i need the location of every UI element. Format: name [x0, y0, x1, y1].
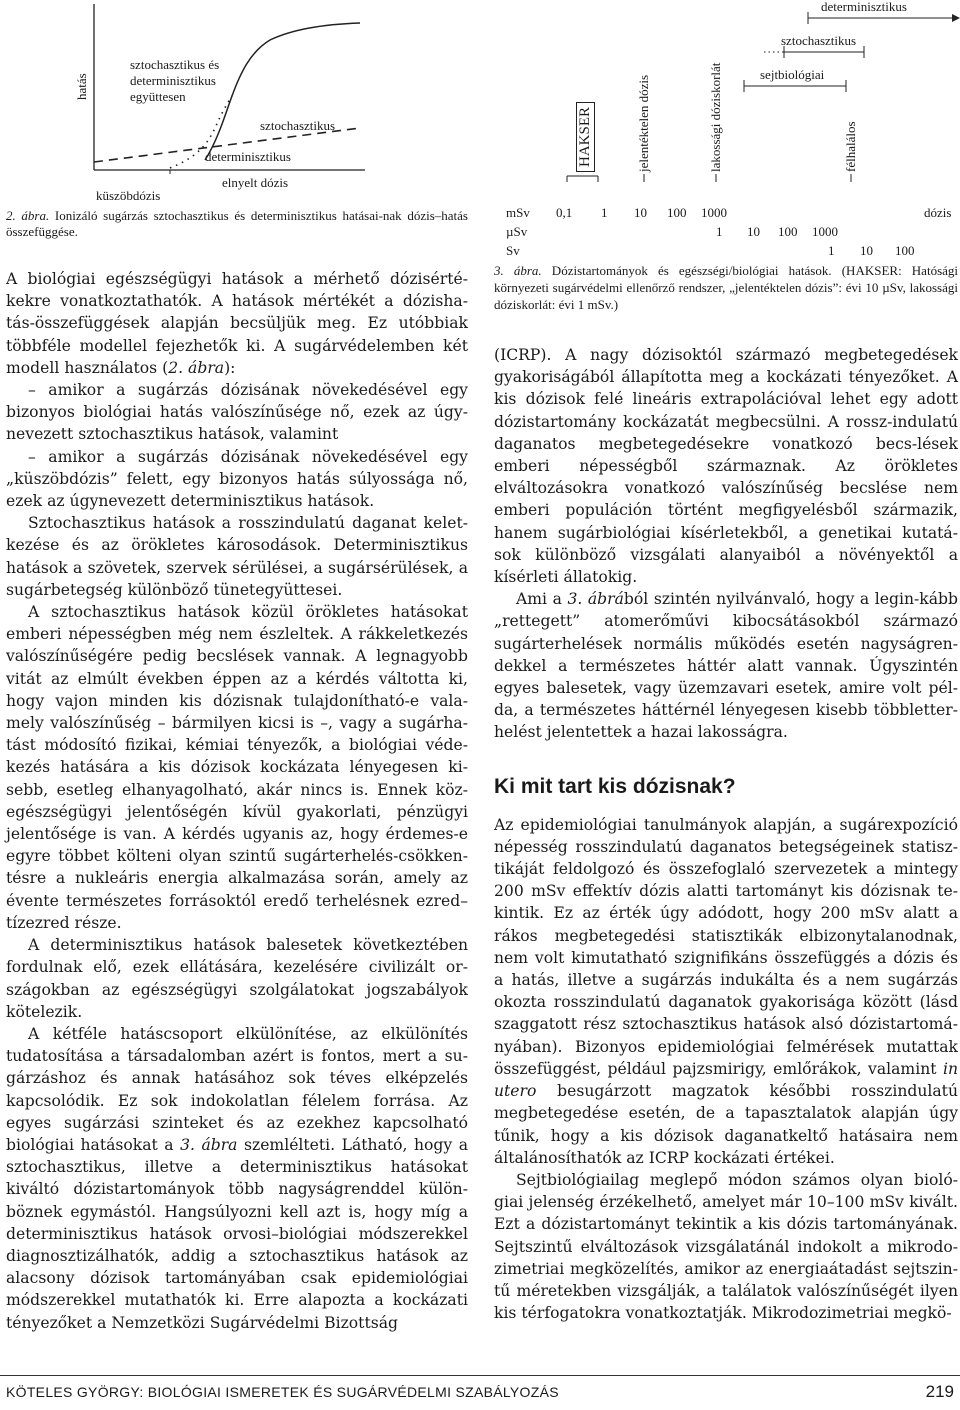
- paragraph: Az epidemiológiai tanulmányok alapján, a sugárexpozíció népesség rosszindulatú daganatos betegségeinek statisz-tikáját feldolgozó és összefoglaló szervezetek a mintegy 200 mSv effektív dózis alatti tartományt kis dózisnak te-kintik. Ez az érték úgy adódott, hogy 200 mSv alatt a rákos megbetegedési statisztikák elbizonytalanodnak, nem volt kimutatható szignifikáns összefüggés a dózis és a hatás, illetve a sugárzás indukálta és a nem sugárzás okozta rosszindulatú daganatok gyakorisága között (lásd szaggatott rész sztochasztikus hatások alsó dózistartomá-nyában). Bizonyos epidemiológiai felmérések mutattak összefüggést, például pajzsmirigy, emlőrákok, valamint in utero besugárzott magzatok későbbi rosszindulatú megbetegedése esetén, de a tapasztalatok alapján úgy tűnik, hogy a kis dózisok daganatkeltő hatásaira nem általánosíthatók az ICRP kockázati értékei.: [494, 815, 958, 1167]
- figure-3-caption: [494, 262, 958, 313]
- scale-sv-0: 1: [828, 243, 835, 258]
- label-combined-1: sztochasztikus és: [130, 57, 220, 72]
- dash-list-item: – amikor a sugárzás dózisának növekedésével egy „küszöbdózis” felett, egy bizonyos hatás súlyossága nő, ezek az úgynevezett determinisztikus hatások.: [6, 447, 468, 511]
- caption-number: 2. ábra.: [6, 208, 50, 223]
- scale-unit-usv: µSv: [506, 224, 528, 239]
- paragraph: Sztochasztikus hatások a rosszindulatú daganat kelet-kezése és az örökletes károsodások. Determinisztikus hatások a szövetek, szervek sérülései, a sugársérülések, a sugárbetegség különböző tünetegyüttesei.: [6, 514, 468, 599]
- scale-usv-0: 1: [716, 224, 723, 239]
- scale-msv-1: 1: [601, 205, 608, 220]
- scale-msv-0: 0,1: [556, 205, 573, 220]
- paragraph: Sejtbiológiailag meglepő módon számos olyan bioló-giai jelenség érzékelhető, amelyet már 10–100 mSv kivált. Ezt a dózistartományt tekintik a kis dózis tartományának. Sejtszintű elváltozások vizsgálatánál indokolt a mikrodo-zimetriai megközelítés, amikor az energiaátadást sejtszin-tű méretekben vizsgálják, a találatok valószínűségét ilyen kis térfogatokra vonatkoztatják. Mikrodozimetriai megkö-: [494, 1170, 958, 1323]
- paragraph: A determinisztikus hatások balesetek következtében fordulnak elő, ezek ellátására, kezelésére civilizált or-szágokban az egészségügyi szolgálatokat jogszabályok kötelezik.: [6, 936, 468, 1021]
- right-text-column: [494, 344, 958, 1324]
- scale-msv-3: 100: [667, 205, 687, 220]
- label-deterministic: determinisztikus: [205, 149, 291, 164]
- scale-usv-2: 100: [778, 224, 798, 239]
- vertical-label-hakser: HAKSER: [576, 102, 595, 172]
- threshold-label: küszöbdózis: [96, 188, 161, 203]
- scale-usv-3: 1000: [812, 224, 838, 239]
- vertical-label-lethal: félhalálos: [843, 121, 858, 172]
- paragraph: A biológiai egészségügyi hatások a mérhető dózisérté-kekre vonatkoztathatók. A hatások mértékét a dózisha-tás-összefüggések alapján becsüljük meg. Ez utóbbiak többféle modellel fejezhetők ki. A sugárvédelemben két modell használatos (2. ábra):: [6, 270, 468, 377]
- scale-unit-sv: Sv: [506, 243, 520, 258]
- range-deterministic: determinisztikus: [821, 0, 907, 14]
- label-stochastic: sztochasztikus: [260, 118, 336, 133]
- footer-divider: [0, 1375, 960, 1376]
- scale-unit-msv: mSv: [506, 205, 530, 220]
- scale-sv-2: 100: [895, 243, 915, 258]
- figure-reference: 3. ábra: [180, 1135, 238, 1154]
- vertical-label-public-limit: lakossági dóziskorlát: [708, 62, 723, 172]
- caption-text: Dózistartományok és egészségi/biológiai hatások. (HAKSER: Hatósági környezeti sugárvédelmi ellenőrző rendszer, „jelentéktelen dózis”: évi 10 µSv, lakossági dóziskorlát: évi 1 mSv.): [494, 263, 959, 312]
- figure-reference: 3. ábrá: [567, 590, 624, 609]
- paragraph: A kétféle hatáscsoport elkülönítése, az elkülönítés tudatosítása a társadalomban azért is fontos, mert a su-gárzáshoz és annak hatásához sok téves elképzelés kapcsolódik. Ez sok indokolatlan félelem forrása. Az egyes sugárzási szinteket és az ezekhez kapcsolható biológiai hatásokat a 3. ábra szemlélteti. Látható, hogy a sztochasztikus, illetve a determinisztikus hatásokat kiváltó dózistartományok több nagyságrenddel külön-böznek egymástól. Hangsúlyozni kell azt is, hogy míg a determinisztikus hatások orvosi–biológiai módszerekkel diagnosztizálhatók, addig a sztochasztikus hatások az alacsony dózisok tartományában csak epidemiológiai módszerekkel mutathatók ki. Erre alapozta a kockázati tényezőket a Nemzetközi Sugárvédelmi Bizottság: [6, 1024, 468, 1332]
- figure-reference: 2. ábra: [168, 358, 225, 377]
- scale-sv-1: 10: [860, 243, 873, 258]
- caption-text: Ionizáló sugárzás sztochasztikus és determinisztikus hatásai-nak dózis–hatás összefüggése.: [6, 208, 468, 239]
- dash-list-item: – amikor a sugárzás dózisának növekedésével egy bizonyos biológiai hatás valószínűsége nő, ezek az úgy-nevezett sztochasztikus hatások, valamint: [6, 381, 468, 444]
- scale-msv-2: 10: [634, 205, 647, 220]
- dose-range-diagram: [494, 0, 960, 260]
- range-stochastic: sztochasztikus: [781, 33, 857, 48]
- combined-curve: [205, 23, 360, 160]
- y-axis-label: hatás: [74, 73, 89, 100]
- range-cellular: sejtbiológiai: [760, 67, 825, 82]
- scale-usv-1: 10: [747, 224, 760, 239]
- scale-msv-4: 1000: [701, 205, 727, 220]
- caption-number: 3. ábra.: [494, 263, 542, 278]
- page-number: 219: [925, 1382, 954, 1401]
- figure-2: [0, 0, 470, 260]
- scale-dose-label: dózis: [924, 205, 952, 220]
- section-heading: Ki mit tart kis dózisnak?: [494, 774, 736, 798]
- paragraph: (ICRP). A nagy dózisoktól származó megbetegedések gyakoriságából állapította meg a kockázati tényezőket. A kis dózisok felé lineáris extrapolációval lehet egy adott dózistartomány kockázatát megbecsülni. A rossz-indulatú daganatos megbetegedésekre vonatkozó becs-lések emberi népességből származnak. Az örökletes elváltozásokra vonatkozó valószínűség becslése nem emberi populáción történt megfigyelésből származik, hanem sugárbiológiai kísérletekből, a genetikai kutatá-sok különböző vizsgálati alanyaiból a növényektől a kísérleti állatokig.: [494, 346, 958, 587]
- label-combined-3: együttesen: [130, 89, 186, 104]
- left-text-column: [6, 268, 468, 1334]
- running-footer: KÖTELES GYÖRGY: BIOLÓGIAI ISMERETEK ÉS SUGÁRVÉDELMI SZABÁLYOZÁS: [6, 1384, 559, 1400]
- x-axis-label: elnyelt dózis: [222, 175, 289, 190]
- italic-term: in utero: [494, 1059, 958, 1101]
- vertical-label-insignificant: jelentéktelen dózis: [636, 74, 651, 172]
- figure-2-caption: [6, 208, 468, 240]
- label-combined-2: determinisztikus: [130, 73, 216, 88]
- paragraph: A sztochasztikus hatások közül örökletes hatásokat emberi népességben még nem észleltek. A rákkeletkezés valószínűségére pedig becslések vannak. A legnagyobb vitát az elmúlt években éppen az a kérdés váltotta ki, hogy vajon minden kis dózisnak tulajdonítható-e vala-mely valószínűség – bármilyen kicsi is –, vagy a sugárha-tást módosító fizikai, kémiai tényezők, a biológiai véde-kezés hatására a kis dózisok kockázata lényegesen ki-sebb, esetleg elhanyagolható, akár nincs is. Ennek köz-egészségügyi jelentőségén kívül gyakorlati, pénzügyi jelentősége is van. A kérdés ugyanis az, hogy érdemes-e egyre többet költeni olyan szintű sugárterhelés-csökken-tésre a nukleáris energia alkalmazása során, amely az évente természetes forrásoktól eredő terhelésnek ezred–tízezred része.: [6, 603, 468, 932]
- paragraph: Ami a 3. ábrából szintén nyilvánvaló, hogy a legin-kább „rettegett” atomerőművi kibocsátásokból származó sugárterhelések normális működés esetén nagyságren-dekkel a természetes háttér alatt vannak. Úgyszintén egyes balesetek, vagy üzemzavari esetek, amire volt pél-da, a természetes háttérnél lényegesen kisebb többletter-helést jelentettek a hazai lakosságra.: [494, 590, 958, 742]
- figure-3: [494, 0, 960, 330]
